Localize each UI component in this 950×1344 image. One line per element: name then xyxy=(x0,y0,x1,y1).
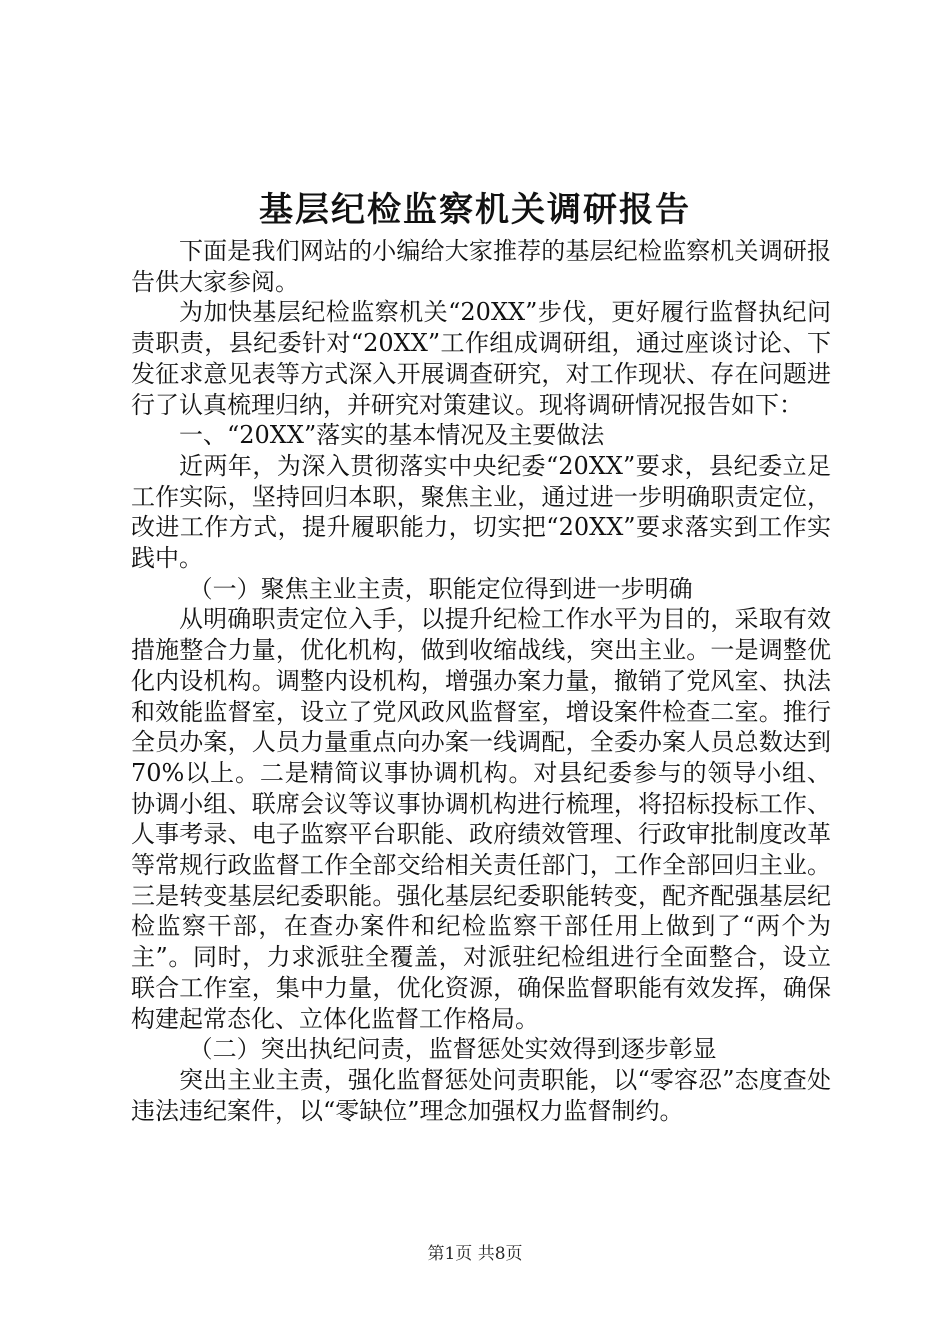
subsection-1-paragraph: 从明确职责定位入手，以提升纪检工作水平为目的，采取有效措施整合力量，优化机构，做到收缩战线，突出主业。一是调整优化内设机构。调整内设机构，增强办案力量，撤销了党风室、执法和效能监督室，设立了党风政风监督室，增设案件检查二室。推行全员办案，人员力量重点向办案一线调配，全委办案人员总数达到70%以上。二是精简议事协调机构。对县纪委参与的领导小组、协调小组、联席会议等议事协调机构进行梳理，将招标投标工作、人事考录、电子监察平台职能、政府绩效管理、行政审批制度改革等常规行政监督工作全部交给相关责任部门，工作全部回归主业。三是转变基层纪委职能。强化基层纪委职能转变，配齐配强基层纪检监察干部，在查办案件和纪检监察干部任用上做到了“两个为主”。同时，力求派驻全覆盖，对派驻纪检组进行全面整合，设立联合工作室，集中力量，优化资源，确保监督职能有效发挥，确保构建起常态化、立体化监督工作格局。 xyxy=(131,605,831,1033)
page-indicator: 第1页 共8页 xyxy=(427,1244,523,1264)
subsection-heading-2: （二）突出执纪问责，监督惩处实效得到逐步彰显 xyxy=(188,1035,717,1064)
subsection-heading-1: （一）聚焦主业主责，职能定位得到进一步明确 xyxy=(188,574,693,603)
document-body xyxy=(131,236,831,1126)
section-heading-1: 一、“20XX”落实的基本情况及主要做法 xyxy=(179,421,605,450)
subsection-2-paragraph: 突出主业主责，强化监督惩处问责职能，以“零容忍”态度查处违法违纪案件，以“零缺位”理念加强权力监督制约。 xyxy=(131,1065,831,1125)
section-1-paragraph: 近两年，为深入贯彻落实中央纪委“20XX”要求，县纪委立足工作实际，坚持回归本职，聚焦主业，通过进一步明确职责定位，改进工作方式，提升履职能力，切实把“20XX”要求落实到工作实践中。 xyxy=(131,451,831,573)
document-title: 基层纪检监察机关调研报告 xyxy=(259,190,691,230)
background-paragraph: 为加快基层纪检监察机关“20XX”步伐，更好履行监督执纪问责职责，县纪委针对“20XX”工作组成调研组，通过座谈讨论、下发征求意见表等方式深入开展调查研究，对工作现状、存在问题进行了认真梳理归纳，并研究对策建议。现将调研情况报告如下： xyxy=(131,298,831,419)
intro-paragraph: 下面是我们网站的小编给大家推荐的基层纪检监察机关调研报告供大家参阅。 xyxy=(131,237,831,296)
